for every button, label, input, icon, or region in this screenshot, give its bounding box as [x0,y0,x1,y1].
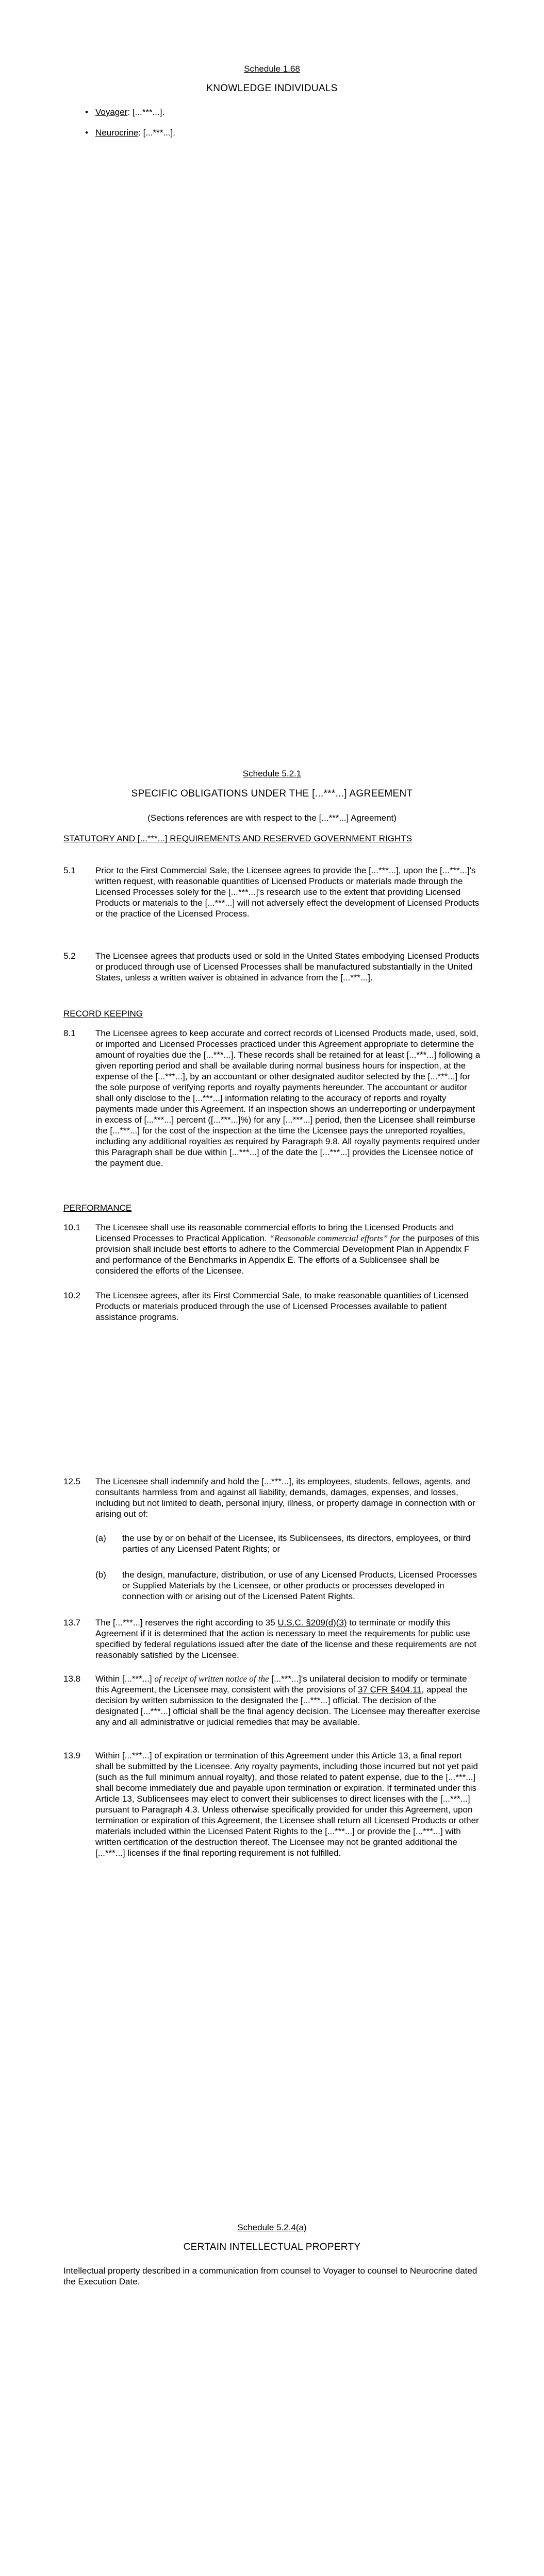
paragraph-text [95,1222,481,1276]
paragraph-10-1 [63,1222,481,1276]
knowledge-individuals-list [63,107,481,148]
subparagraph-text: the use by or on behalf of the Licensee, its Sublicensees, its directors, employees, or third parties of any Licensed Patent Rights; or [122,1533,471,1554]
paragraph-text: Within [...***...] of expiration or termination of this Agreement under this Article 13, a final report shall be submitted by the Licensee. Any royalty payments, including those incurred but not yet paid (such as the full minimum annual royalty), and those related to patent expense, due to the [...***...] shall become immediately due and payable upon termination or expiration. If terminated under this Article 13, Sublicensees may elect to convert their sublicenses to direct licenses with the [...***...] pursuant to Paragraph 4.3. Unless otherwise specifically provided for under this Agreement, upon termination or expiration of this Agreement, the Licensee shall return all Licensed Products or other materials included within the Licensed Patent Rights to the [...***...] or provide the [...***...] with written certification of the destruction thereof. The Licensee may not be granted additional the [...***...] licenses if the final reporting requirement is not fulfilled. [95,1751,479,1858]
paragraph-text [95,1673,481,1727]
item-value: : [...***...]. [138,128,175,138]
schedule-body-text: Intellectual property described in a communication from counsel to Voyager to counsel to Neurocrine dated the Execution Date. [63,2266,477,2286]
section-heading-performance: PERFORMANCE [63,1203,132,1213]
paragraph-number: 10.2 [63,1291,81,1300]
section-heading-record-keeping: RECORD KEEPING [63,1009,143,1019]
schedule-number: Schedule 5.2.1 [242,769,302,778]
item-label: Neurocrine [95,128,139,138]
paragraph-number: 8.1 [63,1028,76,1038]
paragraph-text [95,1617,481,1660]
paragraph-10-2 [63,1290,481,1323]
subparagraph-letter: (b) [95,1570,106,1580]
statute-citation: U.S.C. §209(d)(3) [277,1618,347,1628]
schedule-number: Schedule 5.2.4(a) [237,2223,307,2232]
paragraph-text: Prior to the First Commercial Sale, the Licensee agrees to provide the [...***...], upon the [...***...]'s written request, with reasonable quantities of Licensed Products or materials made through the Licensed Processes solely for the [...***...]'s research use to the extent that providing Licensed Products or materials to the [...***...] will not adversely effect the development of Licensed Products or the practice of the Licensed Process. [95,866,480,919]
paragraph-text: The Licensee shall indemnify and hold the [...***...], its employees, students, fellows, agents, and consultants harmless from and against all liability, demands, damages, expenses, and losses, including but not limited to death, personal injury, illness, or property damage in connection with or arising out of: [95,1477,475,1519]
paragraph-number: 12.5 [63,1477,81,1486]
paragraph-text: The Licensee agrees, after its First Commercial Sale, to make reasonable quantities of Licensed Products or materials produced through the use of Licensed Processes available to patient assistance programs. [95,1291,469,1322]
paragraph-number: 5.1 [63,866,76,875]
subparagraph-b [95,1569,481,1602]
text-run: The Licensee shall use its reasonable commercial efforts to bring the Licensed Products and Licensed Processes to Practical Application. [95,1223,454,1243]
paragraph-number: 10.1 [63,1223,81,1232]
section-heading-statutory: STATUTORY AND [...***...] REQUIREMENTS AND RESERVED GOVERNMENT RIGHTS [63,834,413,843]
text-run-quoted: “Reasonable commercial efforts” for [269,1233,401,1243]
paragraph-13-7 [63,1617,481,1660]
subparagraph-a [95,1533,481,1554]
schedule-title: KNOWLEDGE INDIVIDUALS [206,83,338,94]
schedule-title: CERTAIN INTELLECTUAL PROPERTY [183,2242,361,2252]
schedule-title: SPECIFIC OBLIGATIONS UNDER THE [...***...] AGREEMENT [131,788,413,799]
section-reference-note: (Sections references are with respect to the [...***...] Agreement) [147,813,397,823]
subparagraph-text: the design, manufacture, distribution, or use of any Licensed Products, Licensed Processes or Supplied Materials by the Licensee, or other products or processes developed in connection with or arising out of the Licensed Patent Rights. [122,1570,477,1601]
text-run: the purposes of this provision shall include best efforts to adhere to the Commercial Development Plan in Appendix F and performance of the Benchmarks in Appendix E. The efforts of a Sublicensee shall be considered the efforts of the Licensee. [95,1233,480,1276]
paragraph-13-8 [63,1673,481,1727]
text-run: The [...***...] reserves the right according to 35 [95,1618,278,1628]
paragraph-13-9 [63,1750,481,1858]
text-run: to terminate or modify this Agreement if it is determined that the action is necessary to meet the requirements for public use specified by federal regulations issued after the date of the license and these requirements are not reasonably satisfied by the Licensee. [95,1618,477,1660]
list-item-voyager [63,107,481,117]
list-item-neurocrine [63,127,481,138]
paragraph-number: 13.7 [63,1618,81,1628]
item-label: Voyager [95,107,128,117]
item-value: : [...***...]. [127,107,165,117]
paragraph-text: The Licensee agrees that products used or sold in the United States embodying Licensed Products or produced through use of Licensed Processes shall be manufactured substantially in the United States, unless a written waiver is obtained in advance from the [...***...]. [95,951,480,982]
schedule-number: Schedule 1.68 [244,64,300,74]
text-run: , appeal the decision by written submission to the designated the [...***...] official. The decision of the designated [...***...] official shall be the final agency decision. The Licensee may thereafter exercise any and all administrative or judicial remedies that may be available. [95,1685,480,1727]
text-run: Within [...***...] [95,1674,155,1684]
paragraph-8-1 [63,1028,481,1168]
paragraph-number: 5.2 [63,951,76,961]
paragraph-12-5 [63,1476,481,1519]
paragraph-5-2 [63,951,481,983]
paragraph-5-1 [63,865,481,919]
subparagraph-letter: (a) [95,1533,106,1543]
text-run: [...***...]'s unilateral decision to modify or terminate this Agreement, the Licensee may, consistent with the provisions of [95,1674,467,1694]
paragraph-number: 13.9 [63,1751,81,1760]
paragraph-text: The Licensee agrees to keep accurate and correct records of Licensed Products made, used, sold, or imported and Licensed Processes practiced under this Agreement appropriate to determine the amount of royalties due the [...***...]. These records shall be retained for at least [...***...] following a given reporting period and shall be available during normal business hours for inspection, at the expense of the [...***...], by an accountant or other designated auditor selected by the [...***...] for the sole purpose of verifying reports and royalty payments hereunder. The accountant or auditor shall only disclose to the [...***...] information relating to the accuracy of reports and royalty payments made under this Agreement. If an inspection shows an underreporting or underpayment in excess of [...***...] percent ([...***...]%) for any [...***...] period, then the Licensee shall reimburse the [...***...] for the cost of the inspection at the time the Licensee pays the unreported royalties, including any additional royalties as required by Paragraph 9.8. All royalty payments required under this Paragraph shall be due within [...***...] of the date the [...***...] provides the Licensee notice of the payment due. [95,1028,481,1168]
paragraph-number: 13.8 [63,1674,81,1684]
regulation-citation: 37 CFR §404.11 [358,1685,422,1694]
text-run-serif: of receipt of written notice of the [154,1674,269,1684]
